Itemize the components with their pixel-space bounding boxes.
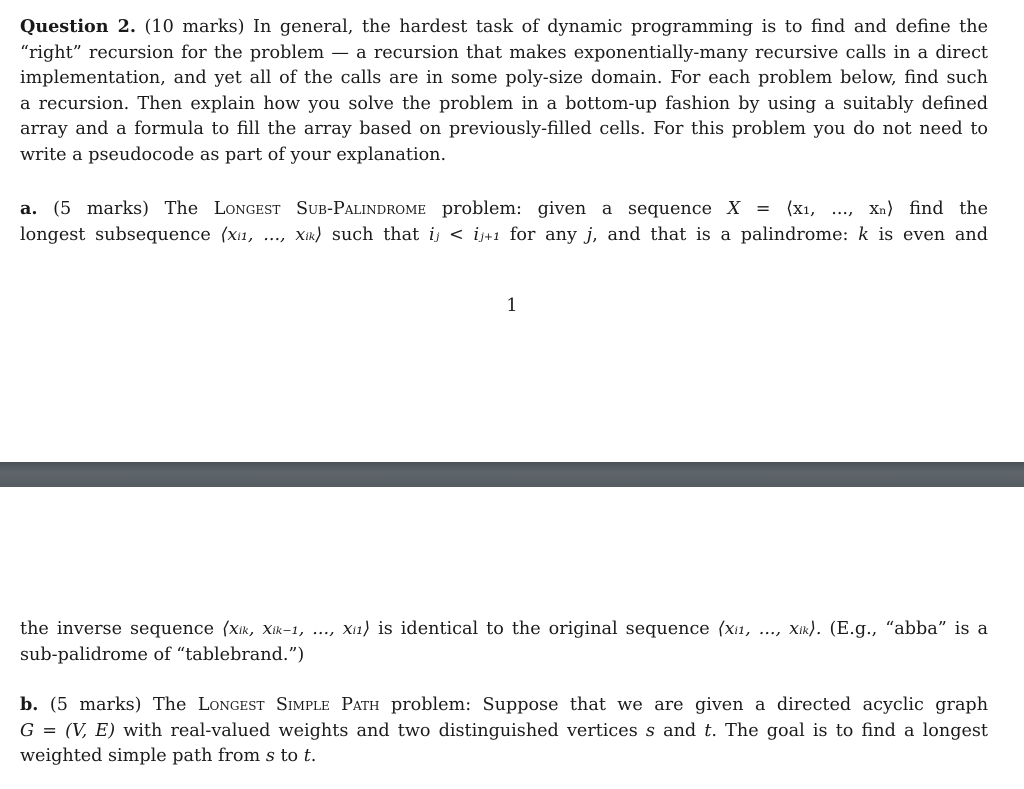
math-graph: G = (V, E): [20, 720, 116, 741]
part-a-marks: (5 marks): [53, 199, 149, 219]
part-b-line-1: [20, 692, 988, 719]
part-a-text: is even and: [878, 224, 988, 245]
math-var-x: X: [727, 199, 741, 219]
math-subsequence: ⟨xᵢ₁, ..., xᵢₖ⟩: [220, 224, 323, 245]
question-line-3: implementation, and yet all of the calls are in some poly-size domain. For each problem below, find such: [20, 68, 988, 88]
part-a-text: , and that is a palindrome:: [592, 224, 849, 245]
part-b-text: problem: Suppose that we are given a directed acyclic graph: [390, 695, 989, 715]
part-b-marks: (5 marks): [49, 695, 142, 715]
question-line-2: “right” recursion for the problem — a recursion that makes exponentially-many recursive calls in a direct: [20, 42, 988, 63]
math-inverse-sequence: ⟨xᵢₖ, xᵢₖ₋₁, ..., xᵢ₁⟩: [222, 619, 371, 639]
question-paragraph: [20, 14, 988, 168]
question-line-4: a recursion. Then explain how you solve the problem in a bottom-up fashion by using a suitably defined: [20, 93, 988, 114]
part-a-text: longest subsequence: [20, 224, 211, 245]
math-var-s: s: [645, 720, 655, 741]
math-var-j: j: [586, 224, 593, 245]
question-line-1: [20, 14, 988, 41]
part-a-text: problem: given a sequence: [441, 199, 712, 219]
math-original-sequence: ⟨xᵢ₁, ..., xᵢₖ⟩.: [717, 619, 822, 639]
part-a-text: for any: [509, 224, 577, 245]
part-b-text: The: [152, 695, 187, 715]
question-heading: Question 2.: [20, 16, 136, 37]
part-a-text: is identical to the original sequence: [378, 619, 710, 639]
part-a-text: find the: [909, 199, 989, 219]
page-separator: [0, 462, 1024, 487]
question-text-1: In general, the hardest task of dynamic programming is to find and define the: [253, 17, 988, 37]
math-sequence: = ⟨x₁, ..., xₙ⟩: [755, 199, 894, 219]
problem-name-simple-path: Longest Simple Path: [197, 695, 380, 715]
part-a-line-2: [20, 223, 988, 249]
problem-name-palindrome: Longest Sub-Palindrome: [213, 199, 427, 219]
part-b-paragraph: [20, 692, 988, 770]
part-b-text: . The goal is to find a longest: [711, 720, 988, 741]
question-line-5: array and a formula to fill the array based on previously-filled cells. For this problem you do not need to: [20, 119, 988, 139]
part-a-text: The: [164, 199, 199, 219]
part-b-line-2: [20, 719, 988, 745]
part-a-cont-line-1: [20, 617, 988, 643]
part-b-text: and: [663, 720, 697, 741]
part-a-label: a.: [20, 198, 38, 219]
math-var-s: s: [265, 746, 275, 766]
part-a-text: such that: [331, 224, 420, 245]
question-marks: (10 marks): [144, 17, 245, 37]
part-b-line-3: [20, 744, 988, 770]
page-number: 1: [506, 296, 518, 316]
math-var-t: t: [303, 746, 311, 766]
math-condition: iⱼ < iⱼ₊₁: [428, 224, 501, 245]
part-a-continuation: [20, 617, 988, 668]
part-a-line-1: [20, 196, 988, 223]
part-a-paragraph: [20, 196, 988, 248]
part-b-text: to: [280, 746, 299, 766]
math-var-t: t: [704, 720, 712, 741]
part-b-text: weighted simple path from: [20, 746, 261, 766]
part-a-text: (E.g., “abba” is a: [829, 619, 988, 639]
part-b-label: b.: [20, 694, 39, 715]
part-a-text: the inverse sequence: [20, 619, 215, 639]
part-b-text: .: [310, 746, 317, 766]
page-bottom: [0, 487, 1024, 789]
question-line-6: write a pseudocode as part of your explanation.: [20, 144, 447, 165]
part-b-text: with real-valued weights and two distinguished vertices: [123, 720, 638, 741]
part-a-cont-line-2: sub-palidrome of “tablebrand.”): [20, 644, 305, 665]
math-var-k: k: [858, 224, 869, 245]
